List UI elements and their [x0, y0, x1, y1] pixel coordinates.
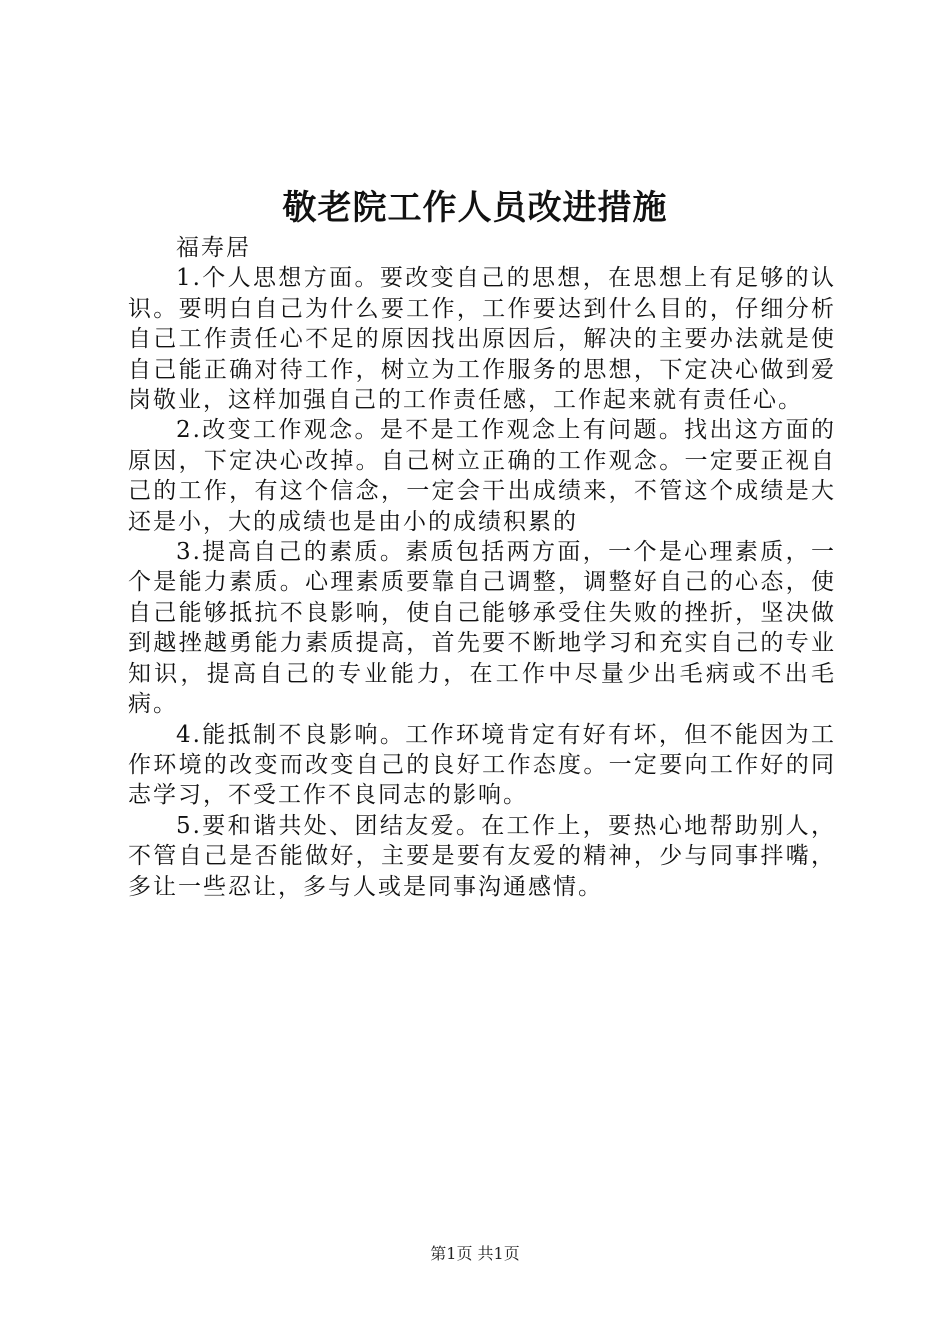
author-line: 福寿居 — [176, 235, 251, 261]
page-footer: 第1页 共1页 — [430, 1244, 520, 1263]
paragraph-1: 1.个人思想方面。要改变自己的思想，在思想上有足够的认识。要明白自己为什么要工作，工作要达到什么目的，仔细分析自己工作责任心不足的原因找出原因后，解决的主要办法就是使自己能正确对待工作，树立为工作服务的思想，下定决心做到爱岗敬业，这样加强自己的工作责任感，工作起来就有责任心。 — [128, 265, 836, 414]
paragraph-4: 4.能抵制不良影响。工作环境肯定有好有坏，但不能因为工作环境的改变而改变自己的良好工作态度。一定要向工作好的同志学习，不受工作不良同志的影响。 — [128, 721, 836, 809]
paragraph-2: 2.改变工作观念。是不是工作观念上有问题。找出这方面的原因，下定决心改掉。自己树立正确的工作观念。一定要正视自己的工作，有这个信念，一定会干出成绩来，不管这个成绩是大还是小，大的成绩也是由小的成绩积累的 — [128, 417, 836, 535]
document-title: 敬老院工作人员改进措施 — [282, 188, 668, 228]
document-body — [128, 233, 836, 902]
paragraph-5: 5.要和谐共处、团结友爱。在工作上，要热心地帮助别人，不管自己是否能做好，主要是要有友爱的精神，少与同事拌嘴，多让一些忍让，多与人或是同事沟通感情。 — [128, 812, 836, 900]
paragraph-3: 3.提高自己的素质。素质包括两方面，一个是心理素质，一个是能力素质。心理素质要靠自己调整，调整好自己的心态，使自己能够抵抗不良影响，使自己能够承受住失败的挫折，坚决做到越挫越勇能力素质提高，首先要不断地学习和充实自己的专业知识，提高自己的专业能力，在工作中尽量少出毛病或不出毛病。 — [128, 539, 836, 718]
